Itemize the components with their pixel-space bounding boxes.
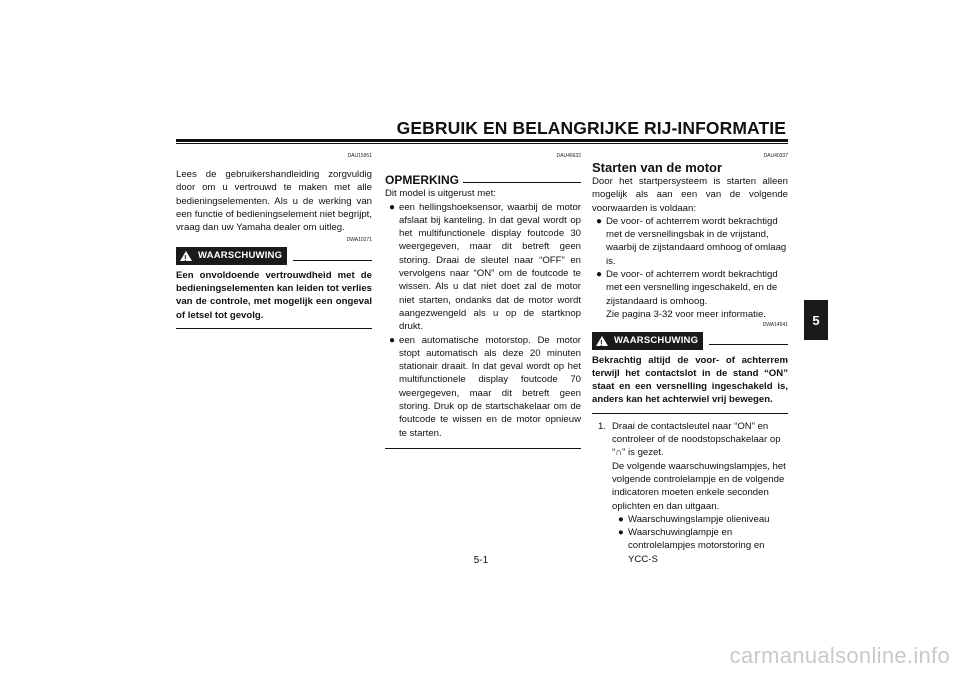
ref-code: DAU40337 [763,153,788,159]
warning-rule [709,344,788,345]
intro-paragraph: Lees de gebruikershandleiding zorgvuldig door om u vertrouwd te maken met alle bedieningselementen. Als u de werking van een functie of bedieningselement niet begrijpt, vraag dan uw Yamaha dealer om uitleg. [176,169,372,234]
warning-label: WAARSCHUWING [614,335,699,347]
bullet-icon: ● [618,527,624,539]
column-middle [385,152,581,449]
page-header-title: GEBRUIK EN BELANGRIJKE RIJ-INFORMATIE [396,118,786,138]
warning-label: WAARSCHUWING [198,250,283,262]
intro-paragraph: Door het startpersysteem is starten alleen mogelijk als aan een van de volgende voorwaarden is voldaan: [592,176,788,214]
ref-code: DWA10271 [346,237,372,244]
note-title: OPMERKING [385,173,460,187]
ref-code: DAU15951 [347,153,372,159]
warning-box [592,332,788,413]
bullet-icon: ● [618,513,624,525]
ref-code: DAU46632 [556,153,581,159]
note-lead: Dit model is uitgerust met: [385,188,496,200]
bullet-icon: ● [596,215,603,227]
list-item: ● Waarschuwinglampje en controlelampjes motorstoring en YCC-S [612,526,788,566]
note-rule [463,182,581,183]
warning-icon [596,336,608,346]
note-box [385,174,581,449]
warning-badge [176,247,287,264]
list-item: ● een hellingshoeksensor, waarbij de motor afslaat bij kanteling. In dat geval wordt op het multifunctionele display foutcode 30 weergegeven, maar dit betreft geen storing. Draai de sleutel naar “OFF” en vervolgens naar “ON” om de foutcode te wissen. Als u dat niet doet zal de motor niet starten, ondanks dat de motor wordt aangezwengeld als u op de startknop drukt. [385,201,581,334]
warning-box [176,247,372,328]
warning-badge [592,332,703,349]
header-rule-thin [176,143,788,144]
header-rule [176,139,788,142]
page-number: 5-1 [473,555,489,566]
ref-code: DWA14541 [762,322,788,329]
bullet-icon: ● [389,201,396,213]
column-right [592,152,788,566]
bullet-icon: ● [389,334,396,346]
bullet-icon: ● [596,269,603,281]
list-item: ● Waarschuwingslampje olieniveau [612,513,788,526]
list-item: ● De voor- of achterrem wordt bekrachtigd met de versnellingsbak in de vrijstand, waarbij de zijstandaard omhoog of omlaag is. [592,215,788,268]
column-left [176,152,372,329]
step-item: 1. Draai de contactsleutel naar “ON” en controleer of de noodstopschakelaar op “∩” is gezet. De volgende waarschuwingslampjes, het volgende controlelampje en de volgende indicatoren moeten enkele seconden oplichten en dan uitgaan. ● Waarschuwingslampje olieniveau ● Waarschuwinglampje en controlelampjes motorstoring en YCC-S [592,420,788,566]
warning-rule [293,260,372,261]
warning-text: Bekrachtig altijd de voor- of achterrem terwijl het contactslot in de stand “ON” staat en een versnelling ingeschakeld is, anders kan het achterwiel vrij bewegen. [592,354,788,406]
watermark: carmanualsonline.info [729,643,950,668]
step-number: 1. [598,420,607,432]
warning-text: Een onvoldoende vertrouwdheid met de bedieningselementen kan leiden tot verlies van de controle, met mogelijk een ongeval of letsel tot gevolg. [176,269,372,321]
chapter-tab: 5 [804,300,828,340]
engine-stop-run-icon: ∩ [615,447,623,459]
section-title: Starten van de motor [592,160,723,175]
list-item: ● De voor- of achterrem wordt bekrachtigd met een versnelling ingeschakeld, en de zijstandaard is omhoog. Zie pagina 3-32 voor meer informatie. [592,268,788,321]
warning-icon [180,251,192,261]
list-item: ● een automatische motorstop. De motor stopt automatisch als deze 20 minuten stationair draait. In dat geval wordt op het multifunctionele display foutcode 70 weergegeven, maar dit betreft geen storing. Druk op de startschakelaar om de foutcode te wissen en de motor opnieuw te starten. [385,334,581,440]
page-reference: Zie pagina 3-32 voor meer informatie. [606,308,766,320]
